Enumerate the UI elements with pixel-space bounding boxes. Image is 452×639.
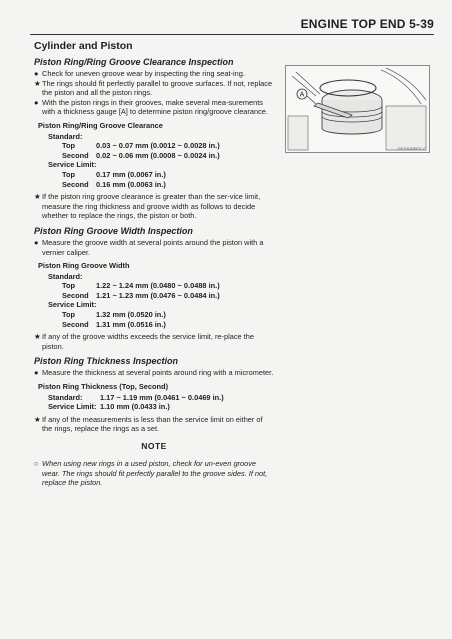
standard-label: Standard: <box>48 131 83 141</box>
spec-title: Piston Ring/Ring Groove Clearance <box>38 120 163 130</box>
spec-standard-label-row <box>38 132 274 142</box>
spec-row <box>38 393 274 403</box>
star-text: If the piston ring groove clearance is greater than the ser-vice limit, measure the ring thickness and groove width as follows to decide whether to replace the rings, the piston or both. <box>42 192 261 221</box>
service-limit-label: Service Limit: <box>48 402 97 412</box>
spec-ring-groove-clearance <box>38 121 274 189</box>
service-limit-label: Service Limit: <box>48 160 97 170</box>
spec-key: Second <box>62 179 89 189</box>
spec-row <box>38 180 274 190</box>
page-header-title: ENGINE TOP END 5-39 <box>300 17 434 31</box>
star-text: The rings should fit perfectly parallel to groove surfaces. If not, replace the piston and all the piston rings. <box>42 78 273 98</box>
standard-label: Standard: <box>48 271 83 281</box>
bullet-text: Measure the groove width at several points around the piston with a vernier caliper. <box>42 237 264 257</box>
section-title: Cylinder and Piston <box>34 40 133 52</box>
bullet-item <box>34 69 274 79</box>
callout-a-label: A <box>299 91 305 99</box>
spec-value: 1.10 mm (0.0433 in.) <box>100 402 170 412</box>
spec-row <box>38 151 274 161</box>
service-limit-label: Service Limit: <box>48 300 97 310</box>
spec-row <box>38 320 274 330</box>
spec-value: 1.22 ~ 1.24 mm (0.0480 ~ 0.0488 in.) <box>96 281 220 291</box>
spec-key: Second <box>62 150 89 160</box>
star-icon: ★ <box>34 414 41 424</box>
spec-value: 0.17 mm (0.0067 in.) <box>96 169 166 179</box>
spec-value: 0.16 mm (0.0063 in.) <box>96 179 166 189</box>
note-text-block <box>34 459 274 488</box>
spec-key: Second <box>62 319 89 329</box>
bullet-icon: ● <box>34 368 39 378</box>
bullet-text: Measure the thickness at several points around ring with a micrometer. <box>42 368 274 378</box>
heading-ring-thickness: Piston Ring Thickness Inspection <box>34 356 179 367</box>
spec-value: 1.17 ~ 1.19 mm (0.0461 ~ 0.0469 in.) <box>100 392 224 402</box>
spec-title: Piston Ring Thickness (Top, Second) <box>38 382 169 392</box>
star-item <box>34 192 274 221</box>
spec-row <box>38 291 274 301</box>
spec-key: Top <box>62 281 75 291</box>
spec-ring-thickness <box>38 382 274 412</box>
star-text: If any of the groove widths exceeds the service limit, re-place the piston. <box>42 332 254 351</box>
spec-key: Top <box>62 310 75 320</box>
figure-code: GE19182BS1 C <box>397 146 426 151</box>
bullet-icon: ● <box>34 237 39 247</box>
spec-groove-width <box>38 261 274 329</box>
star-icon: ★ <box>34 192 41 202</box>
note-text: When using new rings in a used piston, check for un-even groove wear. The rings should fit perfectly parallel to the groove sides. If not, replace the piston. <box>42 458 268 488</box>
star-icon: ★ <box>34 332 41 342</box>
main-text-column <box>34 57 274 495</box>
piston-ring-figure <box>285 65 430 153</box>
bullet-item <box>34 238 274 257</box>
spec-key: Top <box>62 141 75 151</box>
spec-value: 1.21 ~ 1.23 mm (0.0476 ~ 0.0484 in.) <box>96 290 220 300</box>
spec-title: Piston Ring Groove Width <box>38 261 130 271</box>
spec-row <box>38 310 274 320</box>
star-item <box>34 79 274 98</box>
spec-key: Top <box>62 169 75 179</box>
spec-key: Second <box>62 290 89 300</box>
figure-label-layer <box>286 66 429 152</box>
heading-groove-width: Piston Ring Groove Width Inspection <box>34 225 193 236</box>
bullet-icon: ● <box>34 97 39 107</box>
note-title: NOTE <box>141 441 167 451</box>
circle-icon: ○ <box>34 458 39 468</box>
spec-service-label-row <box>38 300 274 310</box>
spec-value: 1.32 mm (0.0520 in.) <box>96 310 166 320</box>
star-text: If any of the measurements is less than the service limit on either of the rings, replace the rings as a set. <box>42 414 263 434</box>
standard-label: Standard: <box>48 392 83 402</box>
spec-value: 1.31 mm (0.0516 in.) <box>96 319 166 329</box>
star-item <box>34 415 274 434</box>
spec-standard-label-row <box>38 272 274 282</box>
spec-service-label-row <box>38 160 274 170</box>
bullet-item <box>34 368 274 378</box>
spec-row <box>38 281 274 291</box>
spec-value: 0.03 ~ 0.07 mm (0.0012 ~ 0.0028 in.) <box>96 141 220 151</box>
bullet-text: Check for uneven groove wear by inspecting the ring seat-ing. <box>42 69 245 78</box>
header-rule <box>30 34 434 35</box>
heading-ring-groove-clearance: Piston Ring/Ring Groove Clearance Inspection <box>34 57 234 67</box>
spec-row <box>38 141 274 151</box>
spec-row <box>38 170 274 180</box>
star-icon: ★ <box>34 78 41 88</box>
star-item <box>34 332 274 351</box>
spec-value: 0.02 ~ 0.06 mm (0.0008 ~ 0.0024 in.) <box>96 150 220 160</box>
bullet-icon: ● <box>34 69 39 78</box>
bullet-text: With the piston rings in their grooves, make several mea-surements with a thickness gauge [A] to determine piston ring/groove clearance. <box>42 97 268 117</box>
bullet-item <box>34 98 274 117</box>
spec-row <box>38 402 274 412</box>
